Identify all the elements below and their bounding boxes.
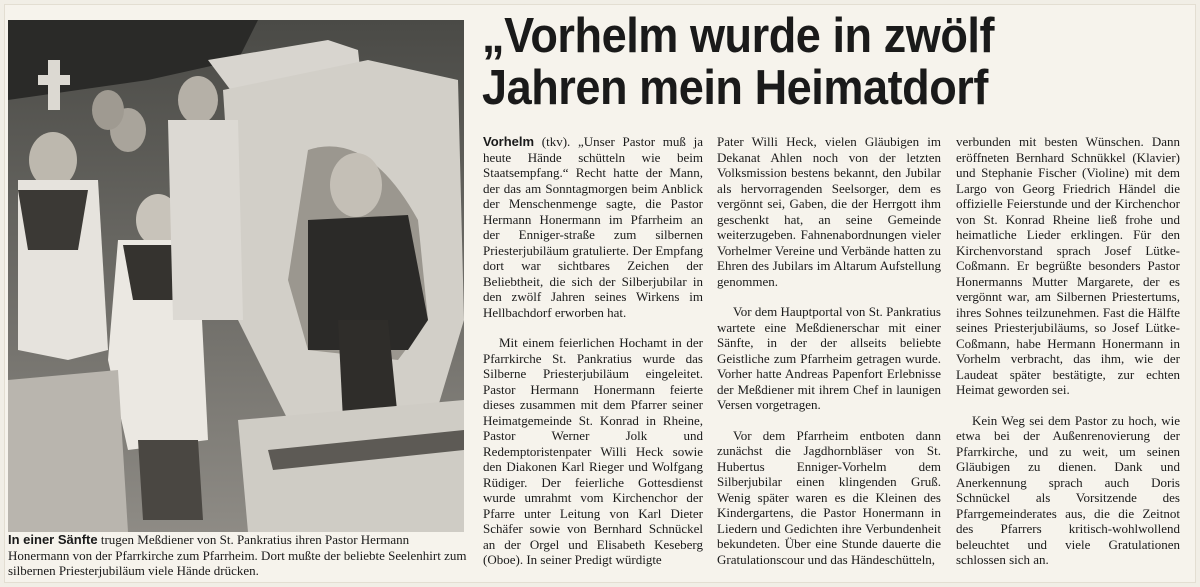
caption-text: trugen Meßdiener von St. Pankratius ihren Pastor Hermann Honermann von der Pfarrkirche zum Pfarrheim. Dort mußte der beliebte Seelenhirt zum silbernen Priesterjubiläum viele Hände drücken. [8,532,467,578]
paragraph: Pater Willi Heck, vielen Gläubigen im Dekanat Ahlen noch von der letzten Volksmission bestens bekannt, den Jubilar als hervorragenden Seelsorger, dem es vergönnt sei, Gaben, die der Herrgott ihm geschenkt hat, an seine Gemeinde weiterzugeben. Fahnenabordnungen vieler Vorhelmer Vereine und Verbände hatten zu Ehren des Jubilars im Altarum Aufstellung genommen. [717,134,941,289]
headline-line-1: „Vorhelm wurde in zwölf [482,9,995,63]
paragraph: Vor dem Pfarrheim entboten dann zunächst die Jagdhornbläser von St. Hubertus Enniger-Vorhelm dem Silberjubilar einen klingenden Gruß. Wenig später waren es die Kleinen des Kindergartens, die Pastor Honermann in Liedern und Gedichten ihre Verbundenheit bekundeten. Über eine Stunde dauerte die Gratulationscour und das Händeschütteln, [717,427,941,567]
paragraph: Vor dem Hauptportal von St. Pankratius wartete eine Meßdienerschar mit einer Sänfte, in der der allseits beliebte Geistliche zum Pfarrheim getragen wurde. Vorher hatte Andreas Papenfort Erlebnisse der Meßdiener mit ihrem Chef in launigen Versen vorgetragen. [717,304,941,412]
photo-caption [8,532,468,579]
dateline: Vorhelm [483,134,535,149]
article-photo [8,20,464,532]
paragraph: verbunden mit besten Wünschen. Dann eröffneten Bernhard Schnükkel (Klavier) und Stephanie Fischer (Violine) mit dem Largo von Georg Friedrich Händel die offizielle Feierstunde und der Kirchenchor von St. Konrad Rheine ließ frohe und heimatliche Lieder erklingen. Für den Kirchenvorstand sprach Josef Lütke-Coßmann. Er begrüßte besonders Pastor Honermanns Mutter Margarete, der es vergönnt war, am Silbernen Priestertums, ihres Sohnes teilzunehmen. Fast die Hälfte seines Priesterjubiläums, so Josef Lütke-Coßmann, habe Hermann Honermann in Vorhelm verbracht, das ihm, wie der Laudeat später bestätigte, zur echten Heimat geworden sei. [956,134,1180,397]
article-column-2 [717,134,941,567]
headline-line-2: Jahren mein Heimatdorf [482,61,988,115]
paragraph [483,134,703,320]
caption-lead: In einer Sänfte [8,532,98,547]
paragraph-text: (tkv). „Unser Pastor muß ja heute Hände schütteln wie beim Staatsempfang.“ Recht hatte der Mann, der das am Sonntagmorgen beim Anblick der Menschenmenge sagte, die Pastor Hermann Honermann im Pfarrheim an der Enniger-straße zum silbernen Priesterjubiläum gratulierte. Der Empfang dort war sichtbares Zeichen der Beliebtheit, die sich der Silberjubilar in den zwölf Jahren seines Wirkens im Hellbachdorf erworben hat. [483,134,703,320]
article-column-3 [956,134,1180,568]
headline [482,10,1126,114]
photo-procession-icon [8,20,464,532]
paragraph: Kein Weg sei dem Pastor zu hoch, wie etwa bei der Außenrenovierung der Pfarrkirche, und zu weit, um seinen Gläubigen zu dienen. Dank und Anerkennung sprach auch Doris Schnückel als Vorsitzende des Pfarrgemeinderates aus, die die Zeitnot des Pfarrers kritisch-wohlwollend beleuchtet und viele Gratulationen schlossen sich an. [956,412,1180,567]
article-column-1 [483,134,703,568]
paragraph: Mit einem feierlichen Hochamt in der Pfarrkirche St. Pankratius wurde das Silberne Priesterjubiläum eingeleitet. Pastor Hermann Honermann feierte dieses zusammen mit dem Pfarrer seiner Heimatgemeinde St. Konrad in Rheine, Pastor Werner Jolk und Redemptoristenpater Willi Heck sowie den Diakonen Karl Rieger und Wolfgang Rüdiger. Der feierliche Gottesdienst wurde umrahmt vom Kirchenchor der Pfarre unter Leitung von Karl Dieter Schäfer sowie von Bernhard Schnückel an der Orgel und Elisabeth Keseberg (Oboe). In seiner Predigt würdigte [483,335,703,567]
